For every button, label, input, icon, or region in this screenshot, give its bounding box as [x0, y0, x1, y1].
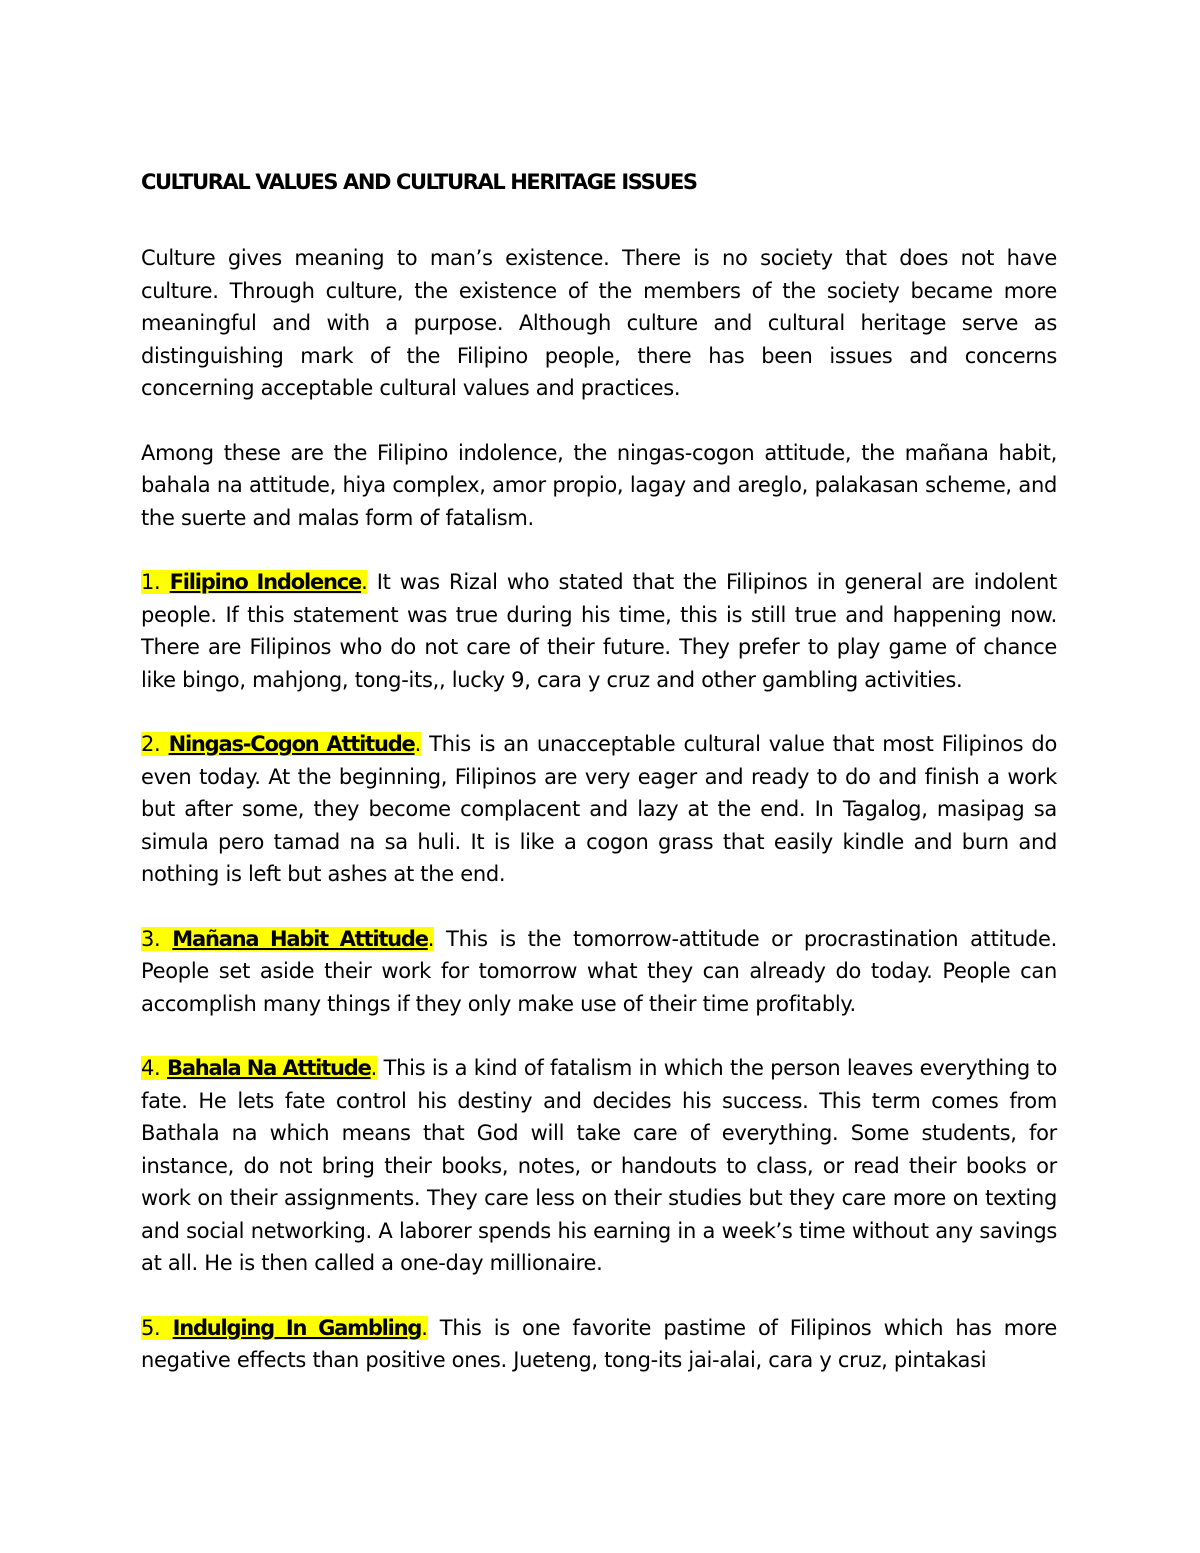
item-text: It was Rizal who stated that the Filipinos in general are indolent people. If this statement was true during his time, this is still true and happening now. There are Filipinos who do not care of their future. They prefer to play game of chance like bingo, mahjong, tong-its,, lucky 9, cara y cruz and other gambling activities. — [141, 570, 1057, 692]
item-period: . — [361, 570, 368, 594]
item-period: . — [421, 1315, 428, 1340]
item-filipino-indolence — [141, 566, 1057, 696]
item-highlight — [141, 570, 367, 594]
item-highlight — [141, 1316, 428, 1340]
item-indulging-in-gambling — [141, 1312, 1057, 1377]
item-number: 5. — [141, 1315, 173, 1340]
item-period: . — [427, 926, 435, 951]
item-highlight — [141, 1056, 377, 1080]
document-title: CULTURAL VALUES AND CULTURAL HERITAGE ISSUES — [141, 170, 697, 194]
item-term: Indulging In Gambling — [172, 1315, 422, 1340]
item-highlight — [141, 927, 434, 951]
item-bahala-na-attitude — [141, 1052, 1057, 1280]
item-term: Filipino Indolence — [169, 570, 362, 594]
item-number: 1. — [141, 570, 170, 594]
item-number: 3. — [141, 926, 173, 951]
item-text: This is one favorite pastime of Filipinos which has more negative effects than positive ones. Jueteng, tong-its jai-alai, cara y cruz, pintakasi — [141, 1315, 1057, 1372]
item-number: 2. — [141, 732, 169, 756]
item-period: . — [370, 1056, 378, 1080]
document-page — [141, 166, 1057, 1377]
item-term: Bahala Na Attitude — [167, 1056, 371, 1080]
item-term: Mañana Habit Attitude — [172, 926, 428, 951]
intro-paragraph: Culture gives meaning to man’s existence. There is no society that does not have culture. Through culture, the existence of the members of the society became more meaningful and with a purpose. Although culture and cultural heritage serve as distinguishing mark of the Filipino people, there has been issues and concerns concerning acceptable cultural values and practices. — [141, 246, 1057, 400]
item-highlight — [141, 732, 421, 756]
item-text: This is the tomorrow-attitude or procrastination attitude. People set aside their work for tomorrow what they can already do today. People can accomplish many things if they only make use of their time profitably. — [141, 926, 1058, 1016]
item-text: This is a kind of fatalism in which the person leaves everything to fate. He lets fate control his destiny and decides his success. This term comes from Bathala na which means that God will take care of everything. Some students, for instance, do not bring their books, notes, or handouts to class, or read their books or work on their assignments. They care less on their studies but they care more on texting and social networking. A laborer spends his earning in a week’s time without any savings at all. He is then called a one-day millionaire. — [141, 1056, 1057, 1275]
item-manana-habit-attitude — [141, 923, 1057, 1021]
among-paragraph: Among these are the Filipino indolence, the ningas-cogon attitude, the mañana habit, bahala na attitude, hiya complex, amor propio, lagay and areglo, palakasan scheme, and the suerte and malas form of fatalism. — [141, 440, 1057, 530]
item-number: 4. — [141, 1056, 168, 1080]
item-period: . — [414, 732, 421, 756]
item-term: Ningas-Cogon Attitude — [168, 732, 415, 756]
item-ningas-cogon-attitude — [141, 728, 1057, 891]
item-text: This is an unacceptable cultural value that most Filipinos do even today. At the beginning, Filipinos are very eager and ready to do and finish a work but after some, they become complacent and lazy at the end. In Tagalog, masipag sa simula pero tamad na sa huli. It is like a cogon grass that easily kindle and burn and nothing is left but ashes at the end. — [141, 732, 1058, 886]
